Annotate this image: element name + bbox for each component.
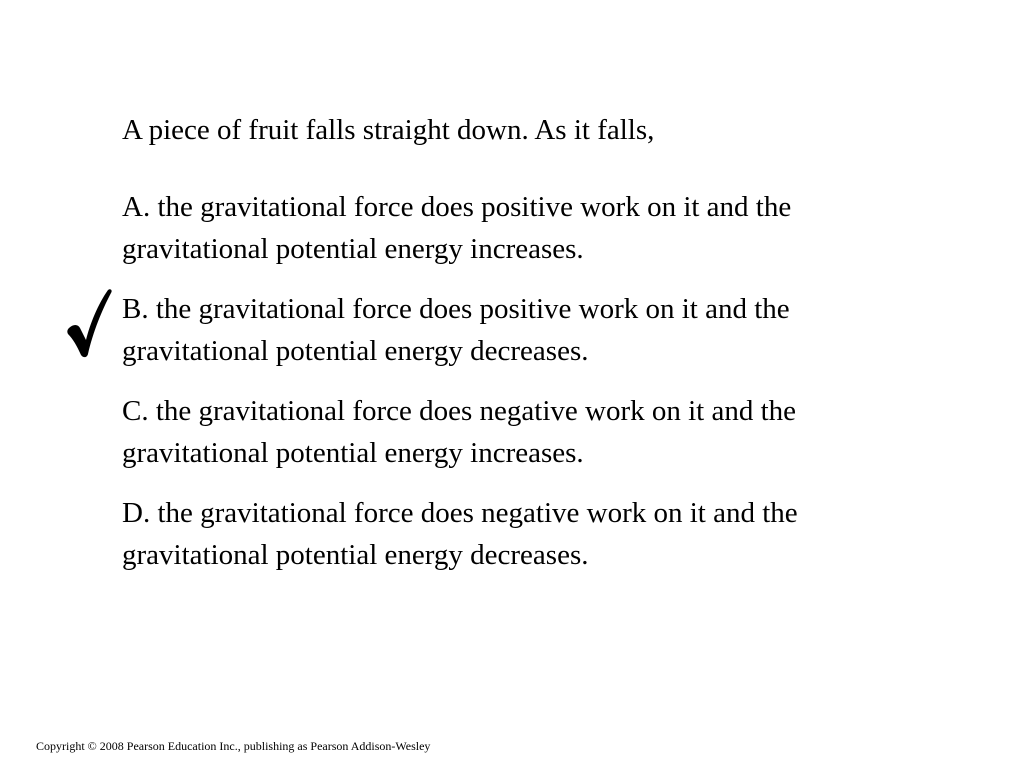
checkmark-icon	[64, 284, 114, 364]
option-d-line-2: gravitational potential energy decreases.	[122, 539, 589, 571]
question-text: A piece of fruit falls straight down. As it falls,	[122, 114, 655, 146]
option-d	[122, 492, 942, 576]
copyright-footer: Copyright © 2008 Pearson Education Inc., publishing as Pearson Addison-Wesley	[36, 739, 431, 753]
option-c-line-2: gravitational potential energy increases.	[122, 437, 584, 469]
option-b-line-1: B. the gravitational force does positive work on it and the	[122, 293, 790, 325]
option-a-line-1: A. the gravitational force does positive work on it and the	[122, 191, 792, 223]
option-b-line-2: gravitational potential energy decreases.	[122, 335, 589, 367]
option-c	[122, 390, 942, 474]
option-d-line-1: D. the gravitational force does negative work on it and the	[122, 497, 798, 529]
option-c-line-1: C. the gravitational force does negative work on it and the	[122, 395, 797, 427]
option-a	[122, 186, 942, 270]
option-b	[122, 288, 942, 372]
option-a-line-2: gravitational potential energy increases.	[122, 233, 584, 265]
